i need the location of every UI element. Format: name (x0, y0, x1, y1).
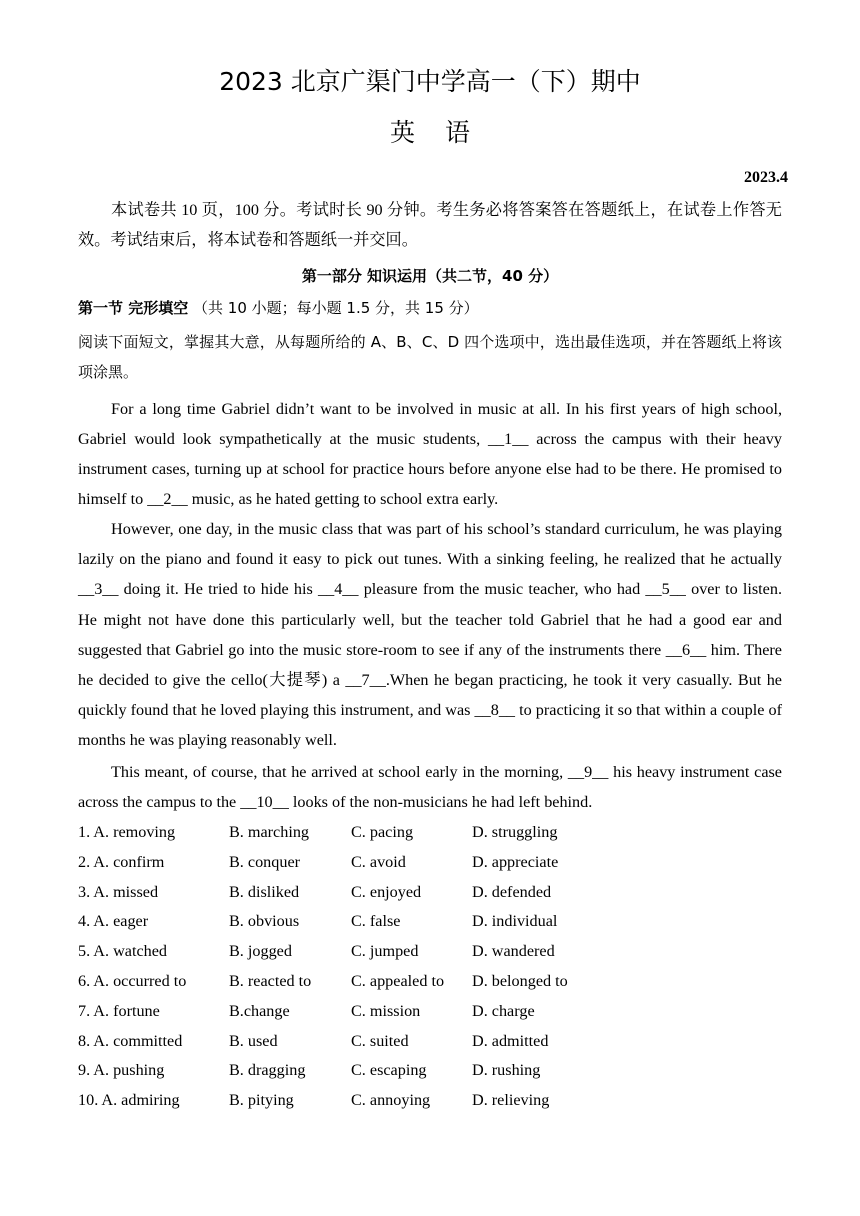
question-option-b: B. conquer (229, 852, 301, 871)
question-option-d: D. struggling (472, 823, 558, 841)
question-option-a: 7. A. fortune (78, 1001, 160, 1020)
question-option-b: B. obvious (229, 912, 300, 931)
question-option-c: C. escaping (351, 1061, 427, 1080)
question-option-d: D. wandered (472, 942, 555, 961)
question-option-a: 2. A. confirm (78, 852, 165, 871)
question-option-d: D. individual (472, 912, 558, 931)
section-note: （共 10 小题；每小题 1.5 分，共 15 分） (193, 299, 479, 317)
question-option-c: C. annoying (351, 1091, 431, 1110)
question-number: 5. (78, 942, 91, 961)
question-option-b: B. jogged (229, 942, 292, 961)
question-option-d: D. charge (472, 1001, 535, 1020)
question-number: 9. (78, 1061, 91, 1080)
part-title: 第一部分 知识运用（共二节，40 分） (301, 267, 559, 285)
question-option-a: 4. A. eager (78, 912, 149, 931)
question-option-c: C. enjoyed (351, 882, 422, 901)
question-option-b: B. dragging (229, 1061, 306, 1080)
question-option-d: D. defended (472, 882, 552, 901)
question-number: 7. (78, 1001, 91, 1020)
exam-date: 2023.4 (744, 169, 788, 186)
question-option-d: D. rushing (472, 1061, 541, 1080)
question-option-a: 5. A. watched (78, 942, 168, 961)
question-option-b: B. marching (229, 823, 310, 841)
question-option-c: C. suited (351, 1031, 409, 1050)
question-number: 4. (78, 912, 91, 931)
question-number: 10. (78, 1091, 99, 1110)
question-option-b: B.change (229, 1001, 290, 1020)
exam-intro: 本试卷共 10 页，100 分。考试时长 90 分钟。考生务必将答案答在答题纸上，在试卷上作答无效。考试结束后，将本试卷和答题纸一并交回。 (78, 201, 782, 249)
question-number: 3. (78, 882, 91, 901)
question-option-b: B. used (229, 1031, 278, 1050)
question-option-b: B. pitying (229, 1091, 294, 1110)
question-option-c: C. mission (351, 1001, 421, 1020)
question-option-b: B. reacted to (229, 971, 312, 990)
exam-title: 2023 北京广渠门中学高一（下）期中 (219, 67, 641, 96)
passage-paragraph-2: However, one day, in the music class that was part of his school’s standard curriculum, he was playing lazily on the piano and found it easy to pick out tunes. With a sinking feeling, he realized that he actually __3__ doing it. He tried to hide his __4__ pleasure from the music teacher, who had __5__ over to listen. He might not have done this particularly well, but the teacher told Gabriel that he had a good ear and suggested that Gabriel go into the music store-room to see if any of the instruments there __6__ him. There he decided to give the cello(大提琴) a __7__.When he began practicing, he took it very casually. But he quickly found that he loved playing this instrument, and was __8__ to practicing it so that within a couple of months he was playing reasonably well. (78, 520, 782, 750)
question-option-d: D. relieving (472, 1091, 550, 1110)
question-option-c: C. appealed to (351, 971, 445, 990)
question-option-d: D. appreciate (472, 852, 559, 871)
question-number: 6. (78, 971, 91, 990)
question-option-c: C. jumped (351, 942, 419, 961)
passage-paragraph-3: This meant, of course, that he arrived at school early in the morning, __9__ his heavy instrument case across the campus to the __10__ looks of the non-musicians he had left behind. (78, 763, 782, 811)
section-heading (78, 293, 782, 323)
subject-heading: 英语 (389, 118, 500, 147)
question-option-a: 9. A. pushing (78, 1061, 165, 1080)
question-number: 8. (78, 1031, 91, 1050)
question-number: 1. (78, 823, 91, 841)
passage-paragraph-1: For a long time Gabriel didn’t want to be involved in music at all. In his first years of high school, Gabriel would look sympathetically at the music students, __1__ across the campus with their heavy instrument cases, turning up at school for practice hours before anyone else had to be there. He promised to himself to __2__ music, as he hated getting to school extra early. (78, 400, 782, 508)
question-option-a: 1. A. removing (78, 823, 176, 841)
question-option-a: 10. A. admiring (78, 1091, 180, 1110)
question-option-a: 6. A. occurred to (78, 971, 187, 990)
question-option-c: C. avoid (351, 852, 406, 871)
question-option-a: 8. A. committed (78, 1031, 183, 1050)
section-title: 第一节 完形填空 (78, 299, 189, 317)
question-option-c: C. pacing (351, 823, 414, 841)
question-option-b: B. disliked (229, 882, 300, 901)
question-option-a: 3. A. missed (78, 882, 159, 901)
question-option-c: C. false (351, 912, 401, 931)
question-number: 2. (78, 852, 91, 871)
question-option-d: D. admitted (472, 1031, 549, 1050)
question-option-d: D. belonged to (472, 971, 568, 990)
section-directions: 阅读下面短文，掌握其大意，从每题所给的 A、B、C、D 四个选项中，选出最佳选项，并在答题纸上将该项涂黑。 (78, 333, 782, 381)
